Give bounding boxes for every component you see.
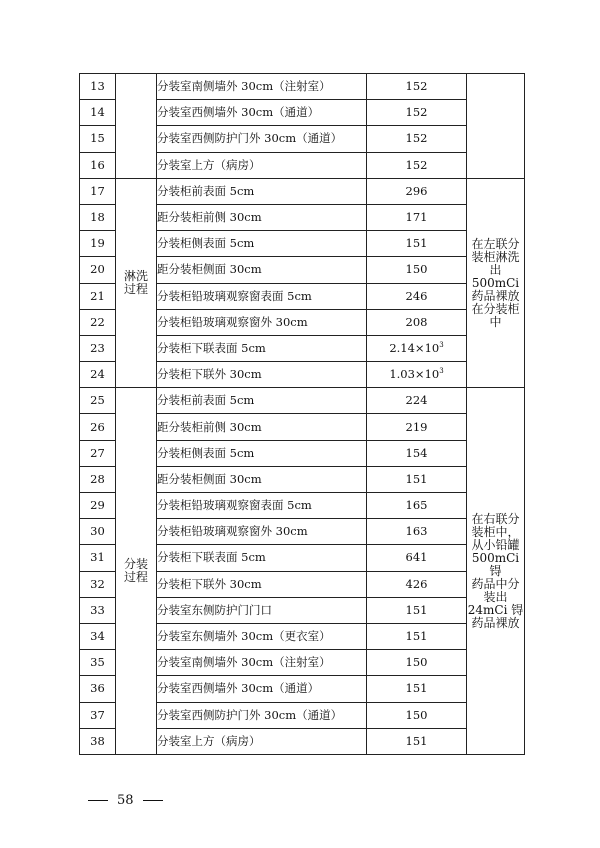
page-number: 58 xyxy=(117,793,134,808)
value-cell: 151 xyxy=(367,466,467,492)
note-line: 装柜淋洗 xyxy=(471,249,520,264)
location-cell: 分装室南侧墙外 30cm（注射室） xyxy=(157,650,367,676)
location-cell: 分装柜侧表面 5cm xyxy=(157,231,367,257)
note-line: 药品中分 xyxy=(471,576,520,591)
note-cell-continued xyxy=(467,74,525,179)
note-line: 24mCi 锝 xyxy=(467,602,524,617)
note-line: 药品裸放 xyxy=(471,615,520,630)
stage-label: 过程 xyxy=(123,282,148,296)
location-cell: 分装柜铅玻璃观察窗表面 5cm xyxy=(157,283,367,309)
value-cell: 152 xyxy=(367,126,467,152)
note-line: 中 xyxy=(489,314,502,329)
value-cell: 152 xyxy=(367,74,467,100)
value-cell xyxy=(367,335,467,361)
stage-label: 过程 xyxy=(123,570,148,585)
note-cell-rinse xyxy=(467,178,525,388)
value-cell: 151 xyxy=(367,597,467,623)
value-cell: 641 xyxy=(367,545,467,571)
value-cell: 152 xyxy=(367,152,467,178)
row-number: 27 xyxy=(80,440,116,466)
page-footer xyxy=(88,793,163,808)
location-cell: 分装室西侧墙外 30cm（通道） xyxy=(157,100,367,126)
row-number: 30 xyxy=(80,519,116,545)
stage-label: 分装 xyxy=(123,557,148,572)
location-cell: 分装柜铅玻璃观察窗表面 5cm xyxy=(157,493,367,519)
location-cell: 分装室东侧墙外 30cm（更衣室） xyxy=(157,623,367,649)
row-number: 31 xyxy=(80,545,116,571)
note-cell-dispense xyxy=(467,388,525,755)
location-cell: 距分装柜前侧 30cm xyxy=(157,414,367,440)
value-cell: 208 xyxy=(367,309,467,335)
value-cell: 219 xyxy=(367,414,467,440)
note-line: 药品裸放 xyxy=(471,288,520,303)
location-cell: 分装柜前表面 5cm xyxy=(157,388,367,414)
location-cell: 分装室南侧墙外 30cm（注射室） xyxy=(157,74,367,100)
location-cell: 分装柜铅玻璃观察窗外 30cm xyxy=(157,309,367,335)
location-cell: 分装柜下联外 30cm xyxy=(157,571,367,597)
value-base: 2.14×10 xyxy=(389,340,440,355)
stage-cell-rinse xyxy=(116,178,157,388)
table-row xyxy=(80,388,525,414)
row-number: 34 xyxy=(80,623,116,649)
row-number: 16 xyxy=(80,152,116,178)
note-line: 装柜中， xyxy=(471,524,520,539)
row-number: 20 xyxy=(80,257,116,283)
row-number: 38 xyxy=(80,728,116,754)
location-cell: 分装柜下联表面 5cm xyxy=(157,545,367,571)
value-cell: 163 xyxy=(367,519,467,545)
location-cell: 分装室西侧墙外 30cm（通道） xyxy=(157,676,367,702)
row-number: 26 xyxy=(80,414,116,440)
row-number: 13 xyxy=(80,74,116,100)
location-cell: 分装柜下联表面 5cm xyxy=(157,335,367,361)
location-cell: 分装室西侧防护门外 30cm（通道） xyxy=(157,126,367,152)
value-cell: 150 xyxy=(367,702,467,728)
note-line: 500mCi 锝 xyxy=(471,550,520,578)
measurement-table xyxy=(79,73,525,755)
row-number: 29 xyxy=(80,493,116,519)
row-number: 14 xyxy=(80,100,116,126)
stage-cell-dispense xyxy=(116,388,157,755)
row-number: 23 xyxy=(80,335,116,361)
row-number: 17 xyxy=(80,178,116,204)
value-cell: 151 xyxy=(367,623,467,649)
note-line: 在左联分 xyxy=(471,236,520,251)
stage-label: 淋洗 xyxy=(123,269,148,283)
location-cell: 分装柜下联外 30cm xyxy=(157,362,367,388)
footer-dash-left xyxy=(88,800,108,801)
row-number: 24 xyxy=(80,362,116,388)
footer-dash-right xyxy=(143,800,163,801)
value-cell: 426 xyxy=(367,571,467,597)
note-line: 在分装柜 xyxy=(471,301,520,316)
row-number: 21 xyxy=(80,283,116,309)
row-number: 32 xyxy=(80,571,116,597)
value-base: 1.03×10 xyxy=(389,367,440,382)
location-cell: 分装室上方（病房） xyxy=(157,152,367,178)
value-cell: 151 xyxy=(367,231,467,257)
value-cell: 165 xyxy=(367,493,467,519)
row-number: 15 xyxy=(80,126,116,152)
note-line: 装出 xyxy=(483,589,508,604)
value-cell: 171 xyxy=(367,204,467,230)
location-cell: 分装柜铅玻璃观察窗外 30cm xyxy=(157,519,367,545)
location-cell: 分装室西侧防护门外 30cm（通道） xyxy=(157,702,367,728)
row-number: 25 xyxy=(80,388,116,414)
stage-cell-continued xyxy=(116,74,157,179)
value-exponent: 3 xyxy=(439,340,444,349)
location-cell: 分装柜前表面 5cm xyxy=(157,178,367,204)
table-row xyxy=(80,74,525,100)
row-number: 36 xyxy=(80,676,116,702)
value-cell: 152 xyxy=(367,100,467,126)
value-cell: 151 xyxy=(367,728,467,754)
value-cell xyxy=(367,362,467,388)
value-cell: 151 xyxy=(367,676,467,702)
value-cell: 246 xyxy=(367,283,467,309)
location-cell: 距分装柜侧面 30cm xyxy=(157,466,367,492)
value-cell: 154 xyxy=(367,440,467,466)
note-line: 出 500mCi xyxy=(471,262,520,290)
table-row xyxy=(80,178,525,204)
row-number: 18 xyxy=(80,204,116,230)
value-cell: 224 xyxy=(367,388,467,414)
location-cell: 分装室东侧防护门门口 xyxy=(157,597,367,623)
row-number: 37 xyxy=(80,702,116,728)
location-cell: 分装室上方（病房） xyxy=(157,728,367,754)
value-exponent: 3 xyxy=(439,367,444,376)
value-cell: 150 xyxy=(367,257,467,283)
row-number: 35 xyxy=(80,650,116,676)
row-number: 33 xyxy=(80,597,116,623)
note-line: 在右联分 xyxy=(471,511,520,526)
location-cell: 距分装柜侧面 30cm xyxy=(157,257,367,283)
value-cell: 296 xyxy=(367,178,467,204)
value-cell: 150 xyxy=(367,650,467,676)
row-number: 28 xyxy=(80,466,116,492)
note-line: 从小铅罐 xyxy=(471,537,520,552)
row-number: 19 xyxy=(80,231,116,257)
location-cell: 距分装柜前侧 30cm xyxy=(157,204,367,230)
location-cell: 分装柜侧表面 5cm xyxy=(157,440,367,466)
row-number: 22 xyxy=(80,309,116,335)
